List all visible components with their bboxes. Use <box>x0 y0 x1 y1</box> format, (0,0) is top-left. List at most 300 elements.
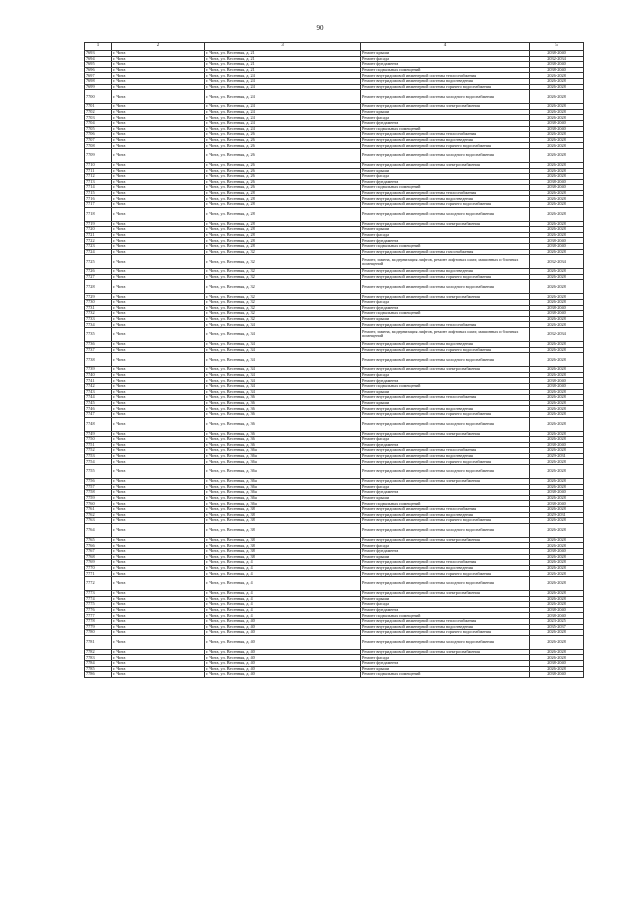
address-cell: г. Чита, ул. Весенняя, д. 36а <box>205 495 361 501</box>
work-type-cell: Ремонт подвальных помещений <box>361 613 530 619</box>
municipality-cell: г. Чита <box>112 132 205 138</box>
period-cell: 2038-2040 <box>530 672 584 678</box>
period-cell: 2038-2040 <box>530 311 584 317</box>
address-cell: г. Чита, ул. Весенняя, д. 28 <box>205 227 361 233</box>
work-type-cell: Ремонт внутридомовой инженерной системы теплоснабжения <box>361 448 530 454</box>
address-cell: г. Чита, ул. Весенняя, д. 32 <box>205 255 361 269</box>
column-number: 2 <box>112 43 205 51</box>
work-type-cell: Ремонт фундамента <box>361 660 530 666</box>
work-type-cell: Ремонт внутридомовой инженерной системы водоотведения <box>361 269 530 275</box>
address-cell: г. Чита, ул. Весенняя, д. 36 <box>205 400 361 406</box>
municipality-cell: г. Чита <box>112 495 205 501</box>
period-cell: 2029-2031 <box>530 453 584 459</box>
work-type-cell: Ремонт внутридомовой инженерной системы холодного водоснабжения <box>361 148 530 162</box>
period-cell: 2032-2034 <box>530 56 584 62</box>
address-cell: г. Чита, ул. Весенняя, д. 38 <box>205 507 361 513</box>
work-type-cell: Ремонт фасада <box>361 56 530 62</box>
address-cell: г. Чита, ул. Весенняя, д. 32 <box>205 280 361 294</box>
municipality-cell: г. Чита <box>112 512 205 518</box>
address-cell: г. Чита, ул. Весенняя, д. 36 <box>205 411 361 417</box>
municipality-cell: г. Чита <box>112 655 205 661</box>
period-cell: 2029-2031 <box>530 512 584 518</box>
period-cell: 2026-2028 <box>530 479 584 485</box>
row-number-cell: 7714 <box>85 185 112 191</box>
work-type-cell: Ремонт внутридомовой инженерной системы теплоснабжения <box>361 73 530 79</box>
work-type-cell: Ремонт внутридомовой инженерной системы холодного водоснабжения <box>361 576 530 590</box>
period-cell: 2026-2028 <box>530 602 584 608</box>
address-cell: г. Чита, ул. Весенняя, д. 4 <box>205 607 361 613</box>
address-cell: г. Чита, ул. Весенняя, д. 24 <box>205 120 361 126</box>
municipality-cell: г. Чита <box>112 305 205 311</box>
municipality-cell: г. Чита <box>112 232 205 238</box>
work-type-cell: Ремонт внутридомовой инженерной системы водоотведения <box>361 453 530 459</box>
address-cell: г. Чита, ул. Весенняя, д. 28 <box>205 244 361 250</box>
period-cell: 2026-2028 <box>530 571 584 577</box>
row-number-cell: 7774 <box>85 596 112 602</box>
municipality-cell: г. Чита <box>112 378 205 384</box>
address-cell: г. Чита, ул. Весенняя, д. 21 <box>205 67 361 73</box>
row-number-cell: 7777 <box>85 613 112 619</box>
row-number-cell: 7704 <box>85 120 112 126</box>
work-type-cell: Ремонт подвальных помещений <box>361 383 530 389</box>
address-cell: г. Чита, ул. Весенняя, д. 38 <box>205 554 361 560</box>
period-cell: 2026-2028 <box>530 666 584 672</box>
work-type-cell: Ремонт подвальных помещений <box>361 244 530 250</box>
municipality-cell: г. Чита <box>112 274 205 280</box>
municipality-cell: г. Чита <box>112 294 205 300</box>
row-number-cell: 7751 <box>85 442 112 448</box>
municipality-cell: г. Чита <box>112 179 205 185</box>
column-number-row <box>85 43 584 51</box>
row-number-cell: 7724 <box>85 249 112 255</box>
work-type-cell: Ремонт внутридомовой инженерной системы электроснабжения <box>361 649 530 655</box>
period-cell: 2026-2028 <box>530 73 584 79</box>
period-cell: 2038-2040 <box>530 238 584 244</box>
period-cell: 2038-2040 <box>530 549 584 555</box>
period-cell: 2038-2040 <box>530 62 584 68</box>
period-cell: 2026-2028 <box>530 596 584 602</box>
row-number-cell: 7765 <box>85 537 112 543</box>
municipality-cell: г. Чита <box>112 543 205 549</box>
row-number-cell: 7726 <box>85 269 112 275</box>
row-number-cell: 7782 <box>85 649 112 655</box>
municipality-cell: г. Чита <box>112 571 205 577</box>
work-type-cell: Ремонт крыши <box>361 51 530 57</box>
row-number-cell: 7770 <box>85 565 112 571</box>
municipality-cell: г. Чита <box>112 417 205 431</box>
municipality-cell: г. Чита <box>112 490 205 496</box>
address-cell: г. Чита, ул. Весенняя, д. 40 <box>205 649 361 655</box>
address-cell: г. Чита, ул. Весенняя, д. 38 <box>205 543 361 549</box>
work-type-cell: Ремонт фасада <box>361 484 530 490</box>
period-cell: 2038-2040 <box>530 501 584 507</box>
address-cell: г. Чита, ул. Весенняя, д. 26 <box>205 179 361 185</box>
period-cell: 2026-2028 <box>530 543 584 549</box>
municipality-cell: г. Чита <box>112 518 205 524</box>
address-cell: г. Чита, ул. Весенняя, д. 26 <box>205 143 361 149</box>
work-type-cell: Ремонт крыши <box>361 596 530 602</box>
municipality-cell: г. Чита <box>112 635 205 649</box>
municipality-cell: г. Чита <box>112 479 205 485</box>
work-type-cell: Ремонт внутридомовой инженерной системы водоотведения <box>361 624 530 630</box>
row-number-cell: 7741 <box>85 378 112 384</box>
table-row <box>85 280 584 294</box>
period-cell: 2026-2028 <box>530 437 584 443</box>
column-number: 5 <box>530 43 584 51</box>
address-cell: г. Чита, ул. Весенняя, д. 24 <box>205 104 361 110</box>
row-number-cell: 7734 <box>85 322 112 328</box>
column-number: 1 <box>85 43 112 51</box>
municipality-cell: г. Чита <box>112 56 205 62</box>
period-cell: 2026-2028 <box>530 395 584 401</box>
period-cell: 2026-2028 <box>530 249 584 255</box>
period-cell: 2026-2028 <box>530 168 584 174</box>
period-cell: 2026-2028 <box>530 221 584 227</box>
address-cell: г. Чита, ул. Весенняя, д. 38 <box>205 523 361 537</box>
row-number-cell: 7709 <box>85 148 112 162</box>
row-number-cell: 7745 <box>85 400 112 406</box>
work-type-cell: Ремонт фундамента <box>361 305 530 311</box>
period-cell: 2026-2028 <box>530 554 584 560</box>
work-type-cell: Ремонт внутридомовой инженерной системы горячего водоснабжения <box>361 202 530 208</box>
period-cell: 2026-2028 <box>530 190 584 196</box>
period-cell: 2026-2028 <box>530 400 584 406</box>
work-type-cell: Ремонт фундамента <box>361 607 530 613</box>
address-cell: г. Чита, ул. Весенняя, д. 26 <box>205 185 361 191</box>
row-number-cell: 7735 <box>85 327 112 341</box>
municipality-cell: г. Чита <box>112 67 205 73</box>
address-cell: г. Чита, ул. Весенняя, д. 24 <box>205 90 361 104</box>
address-cell: г. Чита, ул. Весенняя, д. 32 <box>205 269 361 275</box>
address-cell: г. Чита, ул. Весенняя, д. 36а <box>205 479 361 485</box>
work-type-cell: Ремонт фундамента <box>361 179 530 185</box>
municipality-cell: г. Чита <box>112 120 205 126</box>
table-row <box>85 576 584 590</box>
work-type-cell: Ремонт внутридомовой инженерной системы водоотведения <box>361 196 530 202</box>
address-cell: г. Чита, ул. Весенняя, д. 32 <box>205 305 361 311</box>
address-cell: г. Чита, ул. Весенняя, д. 36а <box>205 453 361 459</box>
period-cell: 2026-2028 <box>530 459 584 465</box>
period-cell: 2026-2028 <box>530 280 584 294</box>
period-cell: 2026-2028 <box>530 372 584 378</box>
address-cell: г. Чита, ул. Весенняя, д. 34 <box>205 347 361 353</box>
work-type-cell: Ремонт фундамента <box>361 238 530 244</box>
municipality-cell: г. Чита <box>112 618 205 624</box>
row-number-cell: 7693 <box>85 51 112 57</box>
period-cell: 2026-2028 <box>530 316 584 322</box>
address-cell: г. Чита, ул. Весенняя, д. 38 <box>205 537 361 543</box>
address-cell: г. Чита, ул. Весенняя, д. 36 <box>205 406 361 412</box>
address-cell: г. Чита, ул. Весенняя, д. 36 <box>205 442 361 448</box>
municipality-cell: г. Чита <box>112 185 205 191</box>
period-cell: 2026-2028 <box>530 202 584 208</box>
work-type-cell: Ремонт фасада <box>361 174 530 180</box>
row-number-cell: 7719 <box>85 221 112 227</box>
period-cell: 2026-2028 <box>530 565 584 571</box>
address-cell: г. Чита, ул. Весенняя, д. 4 <box>205 560 361 566</box>
table-row <box>85 207 584 221</box>
row-number-cell: 7754 <box>85 459 112 465</box>
row-number-cell: 7730 <box>85 300 112 306</box>
address-cell: г. Чита, ул. Весенняя, д. 36а <box>205 484 361 490</box>
period-cell: 2026-2028 <box>530 90 584 104</box>
period-cell: 2038-2040 <box>530 613 584 619</box>
row-number-cell: 7695 <box>85 62 112 68</box>
row-number-cell: 7732 <box>85 311 112 317</box>
period-cell: 2038-2040 <box>530 51 584 57</box>
municipality-cell: г. Чита <box>112 660 205 666</box>
work-type-cell: Ремонт фундамента <box>361 120 530 126</box>
municipality-cell: г. Чита <box>112 190 205 196</box>
period-cell: 2026-2028 <box>530 207 584 221</box>
address-cell: г. Чита, ул. Весенняя, д. 4 <box>205 613 361 619</box>
table-row <box>85 327 584 341</box>
row-number-cell: 7711 <box>85 168 112 174</box>
row-number-cell: 7760 <box>85 501 112 507</box>
municipality-cell: г. Чита <box>112 484 205 490</box>
municipality-cell: г. Чита <box>112 666 205 672</box>
municipality-cell: г. Чита <box>112 90 205 104</box>
period-cell: 2026-2028 <box>530 148 584 162</box>
work-type-cell: Ремонт внутридомовой инженерной системы водоотведения <box>361 406 530 412</box>
period-cell: 2026-2028 <box>530 269 584 275</box>
work-type-cell: Ремонт внутридомовой инженерной системы электроснабжения <box>361 367 530 373</box>
period-cell: 2038-2040 <box>530 442 584 448</box>
municipality-cell: г. Чита <box>112 84 205 90</box>
row-number-cell: 7713 <box>85 179 112 185</box>
work-type-cell: Ремонт внутридомовой инженерной системы водоотведения <box>361 137 530 143</box>
row-number-cell: 7696 <box>85 67 112 73</box>
table-row <box>85 465 584 479</box>
work-type-cell: Ремонт внутридомовой инженерной системы водоотведения <box>361 512 530 518</box>
work-type-cell: Ремонт крыши <box>361 666 530 672</box>
municipality-cell: г. Чита <box>112 137 205 143</box>
address-cell: г. Чита, ул. Весенняя, д. 4 <box>205 596 361 602</box>
address-cell: г. Чита, ул. Весенняя, д. 21 <box>205 51 361 57</box>
municipality-cell: г. Чита <box>112 269 205 275</box>
address-cell: г. Чита, ул. Весенняя, д. 38 <box>205 549 361 555</box>
period-cell: 2026-2028 <box>530 537 584 543</box>
row-number-cell: 7699 <box>85 84 112 90</box>
address-cell: г. Чита, ул. Весенняя, д. 28 <box>205 232 361 238</box>
work-type-cell: Ремонт фасада <box>361 655 530 661</box>
period-cell: 2026-2028 <box>530 630 584 636</box>
row-number-cell: 7786 <box>85 672 112 678</box>
address-cell: г. Чита, ул. Весенняя, д. 26 <box>205 148 361 162</box>
row-number-cell: 7764 <box>85 523 112 537</box>
period-cell: 2026-2028 <box>530 560 584 566</box>
work-type-cell: Ремонт фасада <box>361 437 530 443</box>
municipality-cell: г. Чита <box>112 672 205 678</box>
municipality-cell: г. Чита <box>112 168 205 174</box>
work-type-cell: Ремонт внутридомовой инженерной системы горячего водоснабжения <box>361 571 530 577</box>
address-cell: г. Чита, ул. Весенняя, д. 34 <box>205 322 361 328</box>
address-cell: г. Чита, ул. Весенняя, д. 4 <box>205 602 361 608</box>
row-number-cell: 7779 <box>85 624 112 630</box>
address-cell: г. Чита, ул. Весенняя, д. 34 <box>205 372 361 378</box>
work-type-cell: Ремонт фундамента <box>361 490 530 496</box>
period-cell: 2026-2028 <box>530 465 584 479</box>
period-cell: 2026-2028 <box>530 109 584 115</box>
municipality-cell: г. Чита <box>112 174 205 180</box>
address-cell: г. Чита, ул. Весенняя, д. 36а <box>205 501 361 507</box>
work-type-cell: Ремонт фасада <box>361 300 530 306</box>
period-cell: 2032-2034 <box>530 327 584 341</box>
row-number-cell: 7744 <box>85 395 112 401</box>
municipality-cell: г. Чита <box>112 442 205 448</box>
row-number-cell: 7742 <box>85 383 112 389</box>
work-type-cell: Ремонт крыши <box>361 554 530 560</box>
period-cell: 2026-2028 <box>530 300 584 306</box>
page-number: 90 <box>316 24 324 32</box>
period-cell: 2026-2028 <box>530 84 584 90</box>
address-cell: г. Чита, ул. Весенняя, д. 34 <box>205 353 361 367</box>
address-cell: г. Чита, ул. Весенняя, д. 24 <box>205 84 361 90</box>
period-cell: 2038-2040 <box>530 378 584 384</box>
municipality-cell: г. Чита <box>112 347 205 353</box>
period-cell: 2038-2040 <box>530 185 584 191</box>
municipality-cell: г. Чита <box>112 406 205 412</box>
municipality-cell: г. Чита <box>112 607 205 613</box>
work-type-cell: Ремонт внутридомовой инженерной системы теплоснабжения <box>361 618 530 624</box>
row-number-cell: 7702 <box>85 109 112 115</box>
row-number-cell: 7781 <box>85 635 112 649</box>
municipality-cell: г. Чита <box>112 316 205 322</box>
row-number-cell: 7752 <box>85 448 112 454</box>
work-type-cell: Ремонт внутридомовой инженерной системы горячего водоснабжения <box>361 143 530 149</box>
work-type-cell: Ремонт внутридомовой инженерной системы теплоснабжения <box>361 190 530 196</box>
address-cell: г. Чита, ул. Весенняя, д. 26 <box>205 132 361 138</box>
municipality-cell: г. Чита <box>112 448 205 454</box>
period-cell: 2026-2028 <box>530 576 584 590</box>
address-cell: г. Чита, ул. Весенняя, д. 24 <box>205 115 361 121</box>
period-cell: 2026-2028 <box>530 227 584 233</box>
row-number-cell: 7772 <box>85 576 112 590</box>
row-number-cell: 7740 <box>85 372 112 378</box>
work-type-cell: Ремонт внутридомовой инженерной системы холодного водоснабжения <box>361 417 530 431</box>
municipality-cell: г. Чита <box>112 73 205 79</box>
period-cell: 2026-2028 <box>530 143 584 149</box>
address-cell: г. Чита, ул. Весенняя, д. 36 <box>205 417 361 431</box>
work-type-cell: Ремонт внутридомовой инженерной системы электроснабжения <box>361 104 530 110</box>
row-number-cell: 7723 <box>85 244 112 250</box>
municipality-cell: г. Чита <box>112 249 205 255</box>
row-number-cell: 7759 <box>85 495 112 501</box>
address-cell: г. Чита, ул. Весенняя, д. 28 <box>205 207 361 221</box>
work-type-cell: Ремонт, замена, модернизация лифтов, ремонт лифтовых шахт, машинных и блочных помещений <box>361 255 530 269</box>
period-cell: 2026-2028 <box>530 635 584 649</box>
row-number-cell: 7767 <box>85 549 112 555</box>
period-cell: 2038-2040 <box>530 179 584 185</box>
work-type-cell: Ремонт внутридомовой инженерной системы холодного водоснабжения <box>361 635 530 649</box>
address-cell: г. Чита, ул. Весенняя, д. 34 <box>205 327 361 341</box>
period-cell: 2038-2040 <box>530 660 584 666</box>
period-cell: 2026-2028 <box>530 389 584 395</box>
period-cell: 2026-2028 <box>530 341 584 347</box>
row-number-cell: 7698 <box>85 78 112 84</box>
work-type-cell: Ремонт внутридомовой инженерной системы электроснабжения <box>361 431 530 437</box>
address-cell: г. Чита, ул. Весенняя, д. 40 <box>205 630 361 636</box>
municipality-cell: г. Чита <box>112 353 205 367</box>
address-cell: г. Чита, ул. Весенняя, д. 34 <box>205 378 361 384</box>
period-cell: 2026-2028 <box>530 495 584 501</box>
municipality-cell: г. Чита <box>112 255 205 269</box>
municipality-cell: г. Чита <box>112 596 205 602</box>
row-number-cell: 7725 <box>85 255 112 269</box>
municipality-cell: г. Чита <box>112 395 205 401</box>
work-type-cell: Ремонт внутридомовой инженерной системы теплоснабжения <box>361 395 530 401</box>
row-number-cell: 7771 <box>85 571 112 577</box>
work-type-cell: Ремонт фасада <box>361 602 530 608</box>
work-type-cell: Ремонт внутридомовой инженерной системы теплоснабжения <box>361 507 530 513</box>
period-cell: 2038-2040 <box>530 607 584 613</box>
column-number: 3 <box>205 43 361 51</box>
row-number-cell: 7785 <box>85 666 112 672</box>
row-number-cell: 7768 <box>85 554 112 560</box>
work-type-cell: Ремонт внутридомовой инженерной системы электроснабжения <box>361 294 530 300</box>
municipality-cell: г. Чита <box>112 202 205 208</box>
work-type-cell: Ремонт внутридомовой инженерной системы теплоснабжения <box>361 132 530 138</box>
row-number-cell: 7755 <box>85 465 112 479</box>
municipality-cell: г. Чита <box>112 238 205 244</box>
row-number-cell: 7783 <box>85 655 112 661</box>
work-type-cell: Ремонт крыши <box>361 227 530 233</box>
address-cell: г. Чита, ул. Весенняя, д. 36 <box>205 437 361 443</box>
municipality-cell: г. Чита <box>112 649 205 655</box>
work-type-cell: Ремонт фундамента <box>361 442 530 448</box>
address-cell: г. Чита, ул. Весенняя, д. 28 <box>205 196 361 202</box>
municipality-cell: г. Чита <box>112 453 205 459</box>
column-number: 4 <box>361 43 530 51</box>
work-type-cell: Ремонт внутридомовой инженерной системы водоотведения <box>361 341 530 347</box>
address-cell: г. Чита, ул. Весенняя, д. 38 <box>205 518 361 524</box>
work-type-cell: Ремонт внутридомовой инженерной системы электроснабжения <box>361 537 530 543</box>
address-cell: г. Чита, ул. Весенняя, д. 36а <box>205 459 361 465</box>
row-number-cell: 7705 <box>85 126 112 132</box>
work-type-cell: Ремонт внутридомовой инженерной системы водоотведения <box>361 78 530 84</box>
period-cell: 2038-2040 <box>530 490 584 496</box>
work-type-cell: Ремонт внутридомовой инженерной системы теплоснабжения <box>361 560 530 566</box>
municipality-cell: г. Чита <box>112 227 205 233</box>
period-cell: 2026-2028 <box>530 507 584 513</box>
work-type-cell: Ремонт подвальных помещений <box>361 185 530 191</box>
address-cell: г. Чита, ул. Весенняя, д. 4 <box>205 571 361 577</box>
address-cell: г. Чита, ул. Весенняя, д. 24 <box>205 126 361 132</box>
municipality-cell: г. Чита <box>112 560 205 566</box>
row-number-cell: 7761 <box>85 507 112 513</box>
municipality-cell: г. Чита <box>112 624 205 630</box>
municipality-cell: г. Чита <box>112 465 205 479</box>
row-number-cell: 7728 <box>85 280 112 294</box>
row-number-cell: 7784 <box>85 660 112 666</box>
work-type-cell: Ремонт подвальных помещений <box>361 67 530 73</box>
municipality-cell: г. Чита <box>112 196 205 202</box>
municipality-cell: г. Чита <box>112 244 205 250</box>
row-number-cell: 7736 <box>85 341 112 347</box>
row-number-cell: 7720 <box>85 227 112 233</box>
municipality-cell: г. Чита <box>112 389 205 395</box>
municipality-cell: г. Чита <box>112 367 205 373</box>
work-type-cell: Ремонт крыши <box>361 389 530 395</box>
municipality-cell: г. Чита <box>112 341 205 347</box>
work-type-cell: Ремонт фасада <box>361 115 530 121</box>
period-cell: 2026-2028 <box>530 417 584 431</box>
address-cell: г. Чита, ул. Весенняя, д. 24 <box>205 73 361 79</box>
work-type-cell: Ремонт внутридомовой инженерной системы холодного водоснабжения <box>361 465 530 479</box>
table-row <box>85 90 584 104</box>
work-type-cell: Ремонт подвальных помещений <box>361 126 530 132</box>
address-cell: г. Чита, ул. Весенняя, д. 4 <box>205 576 361 590</box>
